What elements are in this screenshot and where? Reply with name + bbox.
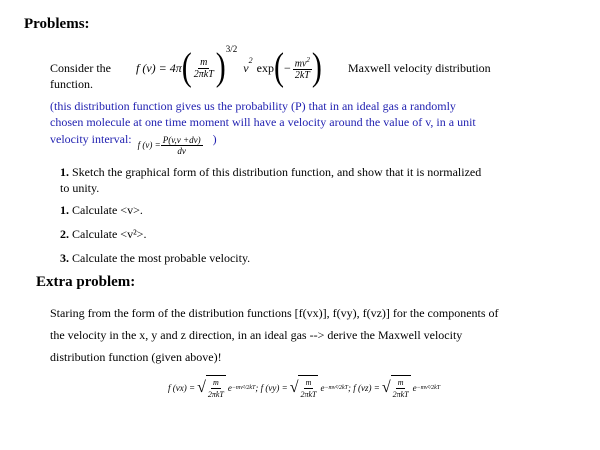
mass-fraction xyxy=(192,57,216,80)
fvx-fraction: $\frac{m}{\text{2πkT}}$ xyxy=(206,375,226,400)
list-item-3: 2. Calculate <v²>. xyxy=(60,227,147,241)
formula-lhs: f (v) = 4π xyxy=(136,60,182,75)
note-fraction-num: P(v,v +dv) xyxy=(162,134,201,145)
maxwell-formula xyxy=(136,46,322,90)
list-item-4: 3. Calculate the most probable velocity. xyxy=(60,251,251,265)
extra-line-1: Staring from the form of the distribution functions [f(vx)], f(vy), f(vz)] for the components of xyxy=(50,306,499,320)
note-formula xyxy=(138,135,203,156)
power-exponent: 3/2 xyxy=(225,44,238,54)
mass-numerator: m xyxy=(200,56,208,68)
note-fraction-den: dv xyxy=(177,145,186,156)
extra-body xyxy=(50,302,595,368)
distribution-note xyxy=(50,98,590,156)
left-paren: ( xyxy=(181,45,192,89)
formula-label: Maxwell velocity distribution xyxy=(348,61,491,75)
fvz-fraction: $\frac{m}{\text{2πkT}}$ xyxy=(391,375,411,400)
right-paren-2: ) xyxy=(311,45,322,89)
extra-heading: Extra problem: xyxy=(36,274,136,290)
note-line-2: chosen molecule at one time moment will have a velocity around the value of v, in a unit xyxy=(50,115,476,129)
problem-list xyxy=(60,164,590,266)
note-close-paren: ) xyxy=(212,132,217,146)
extra-line-3: distribution function (given above)! xyxy=(50,350,222,364)
consider-text xyxy=(50,60,111,92)
list-item-2: 1. Calculate <v>. xyxy=(60,203,143,217)
note-line-1: (this distribution function gives us the probability (P) that in an ideal gas a randomly xyxy=(50,99,456,113)
consider-line-1: Consider the xyxy=(50,61,111,75)
component-formulas: f (vx) = √ $\frac{m}{\text{2πkT}}$ e −mv²/2kT ; f (vy) = √ $\frac{m}{\text{2πkT}}$ e −mv²/2kT ; f (vz) = √ $\frac{m}{\text{2πkT}}$ e −mv²/2kT xyxy=(168,375,440,400)
fvy-lhs: ; f (vy) = xyxy=(255,382,288,393)
note-formula-lhs: f (v) = xyxy=(137,140,161,150)
mass-denominator: 2πkT xyxy=(193,68,214,80)
exp-numerator: $mv^2$ xyxy=(294,55,310,70)
left-paren-2: ( xyxy=(273,45,284,89)
consider-line-2: function. xyxy=(50,77,93,91)
exp-label: exp xyxy=(256,60,274,75)
exp-denominator: 2kT xyxy=(294,70,310,82)
list-item-1: 1. Sketch the graphical form of this distribution function, and show that it is normalized xyxy=(60,165,482,179)
fvy-exp: −mv²/2kT xyxy=(324,384,348,391)
fvz-exp: −mv²/2kT xyxy=(416,384,441,391)
fvx-exp: −mv²/2kT xyxy=(231,384,256,391)
problems-heading: Problems: xyxy=(24,16,90,32)
fvz-lhs: ; f (vz) = xyxy=(348,382,380,393)
v-exponent: 2 xyxy=(248,56,253,65)
list-item-1-cont: to unity. xyxy=(60,181,100,195)
exp-fraction xyxy=(293,55,312,81)
v-symbol: v xyxy=(243,60,249,75)
right-paren: ) xyxy=(215,45,226,89)
fvx-lhs: f (vx) = xyxy=(168,382,196,393)
minus-sign: − xyxy=(283,60,291,75)
extra-line-2: the velocity in the x, y and z direction, in an ideal gas --> derive the Maxwell velocity xyxy=(50,328,463,342)
fvy-fraction: $\frac{m}{\text{2πkT}}$ xyxy=(298,375,318,400)
note-fraction xyxy=(161,135,203,156)
note-line-3 xyxy=(50,130,590,156)
note-line-3-text: velocity interval: xyxy=(50,132,132,146)
